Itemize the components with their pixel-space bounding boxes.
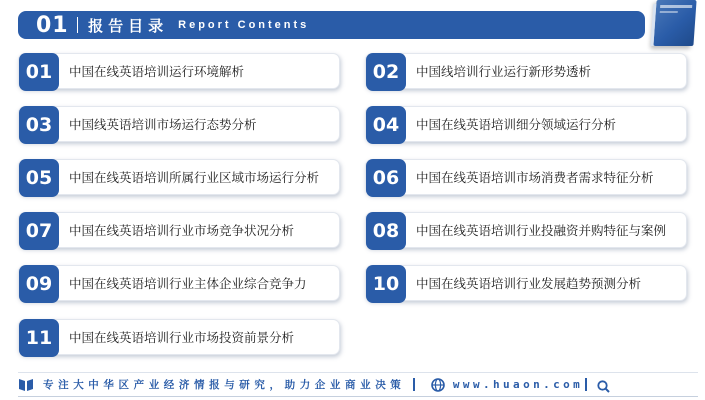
footer-separator [413,378,415,391]
toc-item-label: 中国在线英语培训行业市场投资前景分析 [69,330,295,345]
footer-bottom-rule [18,396,698,397]
book-icon [18,377,34,391]
toc-item-05[interactable] [18,159,340,195]
toc-item-07[interactable] [18,212,340,248]
search-icon[interactable] [597,378,610,391]
toc-item-number: 05 [19,159,59,197]
footer-slogan: 专注大中华区产业经济情报与研究，助力企业商业决策 [43,378,406,391]
page-subtitle: Report Contents [178,19,310,31]
toc-item-02[interactable] [365,53,687,89]
toc-item-number: 09 [19,265,59,303]
toc-item-10[interactable] [365,265,687,301]
footer [18,374,698,394]
toc-item-label: 中国在线英语培训行业主体企业综合竞争力 [69,276,307,291]
toc-item-number: 02 [366,53,406,91]
toc-item-label: 中国在线英语培训细分领域运行分析 [416,117,617,132]
report-cover-image [653,0,696,46]
toc-item-number: 04 [366,106,406,144]
toc-item-label: 中国在线英语培训所属行业区域市场运行分析 [69,170,320,185]
footer-divider [18,372,698,373]
toc-item-06[interactable] [365,159,687,195]
toc-item-label: 中国在线英语培训行业投融资并购特征与案例 [416,223,667,238]
toc-item-number: 10 [366,265,406,303]
footer-website-link[interactable]: www.huaon.com [452,377,584,391]
toc-item-number: 11 [19,319,59,357]
toc-item-label: 中国线英语培训市场运行态势分析 [69,117,257,132]
toc-item-number: 07 [19,212,59,250]
toc-item-label: 中国在线英语培训行业发展趋势预测分析 [416,276,642,291]
toc-item-label: 中国在线英语培训运行环境解析 [69,64,245,79]
toc-item-label: 中国在线英语培训行业市场竞争状况分析 [69,223,295,238]
header-divider [77,17,79,33]
section-number: 01 [36,12,69,38]
toc-item-label: 中国在线英语培训市场消费者需求特征分析 [416,170,654,185]
section-header [18,11,645,39]
toc-item-01[interactable] [18,53,340,89]
toc-item-number: 01 [19,53,59,91]
toc-item-number: 06 [366,159,406,197]
toc-item-03[interactable] [18,106,340,142]
globe-icon [431,377,445,391]
toc-item-04[interactable] [365,106,687,142]
toc-item-09[interactable] [18,265,340,301]
toc-item-11[interactable] [18,319,340,355]
toc-item-number: 08 [366,212,406,250]
page-title: 报告目录 [88,16,169,35]
footer-separator [585,378,587,391]
toc-item-08[interactable] [365,212,687,248]
toc-item-number: 03 [19,106,59,144]
toc-item-label: 中国线培训行业运行新形势透析 [416,64,592,79]
